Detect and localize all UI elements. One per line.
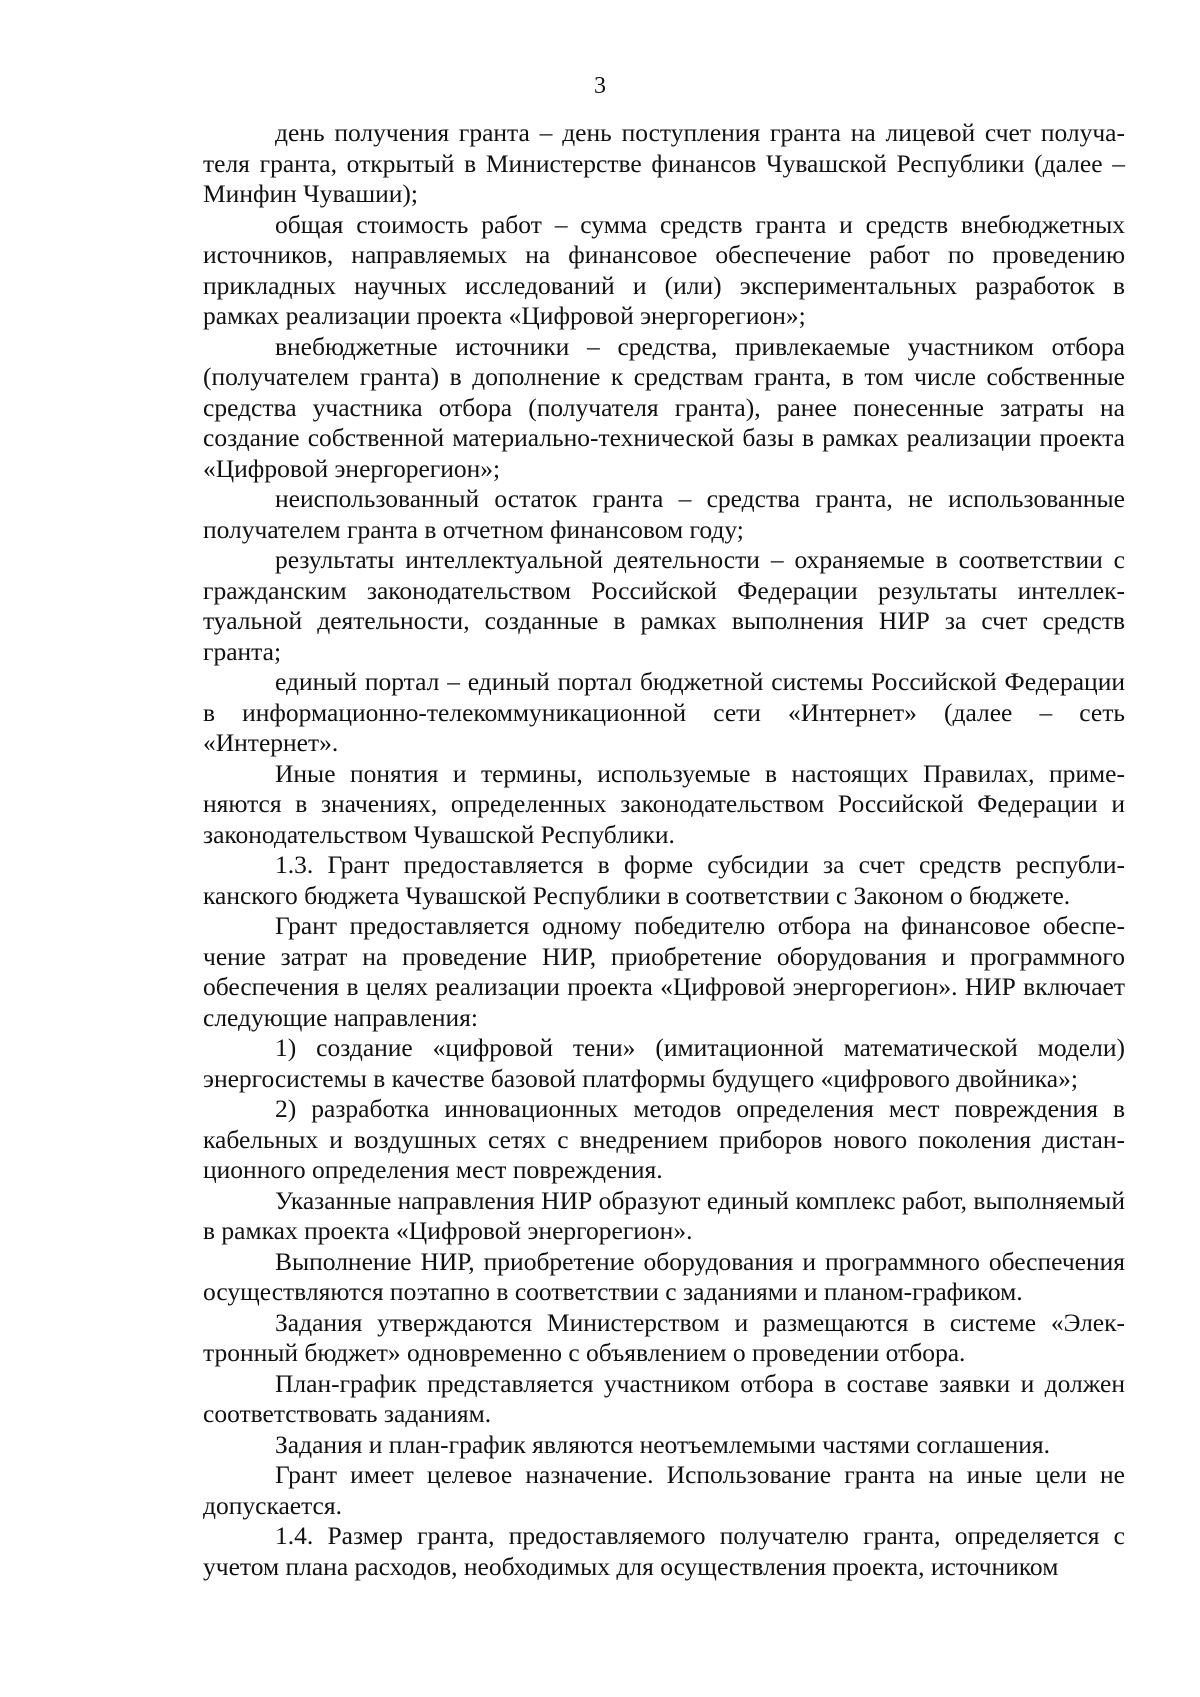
paragraph: План-график представляется участником отбора в составе заявки и должен соответствовать заданиям. <box>203 1368 1125 1428</box>
paragraph: день получения гранта – день поступления гранта на лицевой счет получателя гранта, открытый в Министерстве финансов Чувашской Республики (далее – Минфин Чувашии); <box>203 118 1125 208</box>
paragraph: Задания и план-график являются неотъемлемыми частями соглашения. <box>275 1429 1050 1459</box>
paragraph: общая стоимость работ – сумма средств гранта и средств внебюджетных источников, направляемых на финансовое обеспечение работ по проведению прикладных научных исследований и (или) экспериментальных разработок в рамках реализации проекта «Цифровой энергорегион»; <box>203 209 1125 330</box>
paragraph: Грант имеет целевое назначение. Использование гранта на иные цели не допускается. <box>203 1460 1125 1520</box>
paragraph: 1.3. Грант предоставляется в форме субсидии за счет средств республиканского бюджета Чувашской Республики в соответствии с Законом о бюджете. <box>203 850 1125 910</box>
paragraph: 2) разработка инновационных методов определения мест повреждения в кабельных и воздушных сетях с внедрением приборов нового поколения дистанционного определения мест повреждения. <box>203 1094 1125 1184</box>
paragraph: единый портал – единый портал бюджетной системы Российской Федерации в информационно-телекоммуникационной сети «Интернет» (далее – сеть «Интернет». <box>203 667 1125 757</box>
document-body <box>203 118 1125 1582</box>
paragraph: Задания утверждаются Министерством и размещаются в системе «Электронный бюджет» одновременно с объявлением о проведении отбора. <box>203 1307 1125 1367</box>
paragraph: внебюджетные источники – средства, привлекаемые участником отбора (получателем гранта) в дополнение к средствам гранта, в том числе собственные средства участника отбора (получателя гранта), ранее понесенные затраты на создание собственной материально-технической базы в рамках реализации проекта «Цифровой энергорегион»; <box>203 331 1125 483</box>
paragraph: Выполнение НИР, приобретение оборудования и программного обеспечения осуществляются поэтапно в соответствии с заданиями и планом-графиком. <box>203 1246 1125 1306</box>
paragraph: Грант предоставляется одному победителю отбора на финансовое обеспечение затрат на проведение НИР, приобретение оборудования и программного обеспечения в целях реализации проекта «Цифровой энергорегион». НИР включает следующие направления: <box>203 911 1125 1032</box>
paragraph: 1.4. Размер гранта, предоставляемого получателю гранта, определяется с учетом плана расходов, необходимых для осуществления проекта, источником <box>203 1521 1125 1581</box>
paragraph: Указанные направления НИР образуют единый комплекс работ, выполняемый в рамках проекта «Цифровой энергорегион». <box>203 1185 1125 1245</box>
paragraph: 1) создание «цифровой тени» (имитационной математической модели) энергосистемы в качестве базовой платформы будущего «цифрового двойника»; <box>203 1033 1125 1093</box>
paragraph: результаты интеллектуальной деятельности – охраняемые в соответствии с гражданским законодательством Российской Федерации результаты интеллектуальной деятельности, созданные в рамках выполнения НИР за счет средств гранта; <box>203 545 1125 666</box>
paragraph: Иные понятия и термины, используемые в настоящих Правилах, применяются в значениях, определенных законодательством Российской Федерации и законодательством Чувашской Республики. <box>203 758 1125 849</box>
page-number: 3 <box>594 73 606 99</box>
paragraph: неиспользованный остаток гранта – средства гранта, не использованные получателем гранта в отчетном финансовом году; <box>203 484 1125 544</box>
